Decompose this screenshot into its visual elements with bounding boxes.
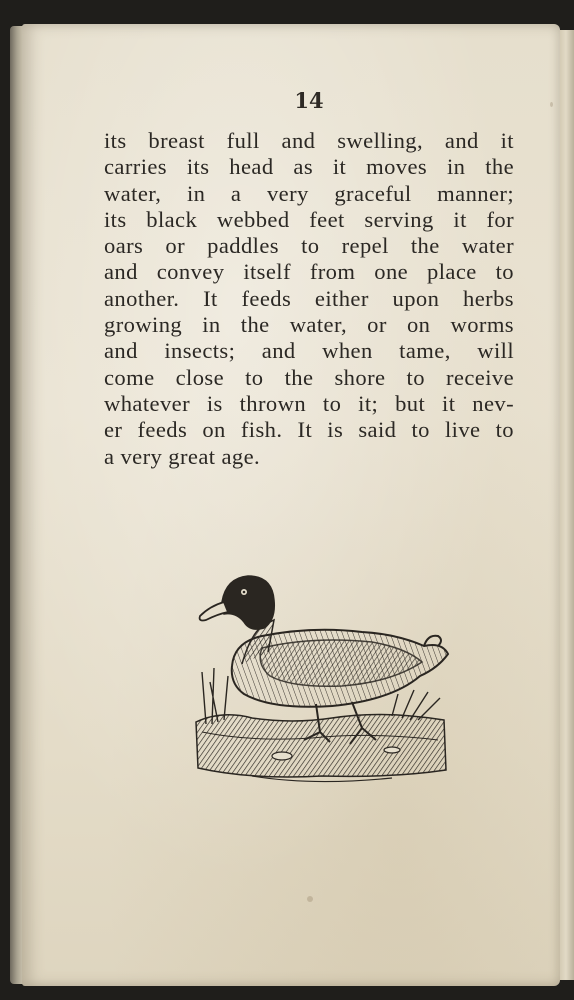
duck-woodcut-icon	[192, 572, 450, 786]
text-line: its black webbed feet serving it for	[104, 206, 514, 232]
text-line: its breast full and swelling, and it	[104, 128, 514, 153]
text-line: carries its head as it moves in the	[104, 154, 514, 180]
next-page-edge	[558, 30, 574, 980]
text-line: and insects; and when tame, will	[104, 338, 514, 364]
paper-spot	[307, 896, 313, 902]
text-line: er feeds on fish. It is said to live to	[104, 417, 514, 443]
body-text	[104, 128, 514, 470]
text-line: a very great age.	[104, 443, 261, 469]
text-line: another. It feeds either upon herbs	[104, 285, 514, 311]
page-number: 14	[294, 88, 324, 113]
text-line: oars or paddles to repel the water	[104, 233, 514, 259]
text-line: come close to the shore to receive	[104, 364, 514, 390]
text-line: whatever is thrown to it; but it nev-	[104, 390, 514, 416]
text-line: water, in a very graceful manner;	[104, 180, 514, 206]
text-line: and convey itself from one place to	[104, 259, 514, 285]
book-page	[22, 24, 560, 986]
text-line: growing in the water, or on worms	[104, 312, 514, 338]
